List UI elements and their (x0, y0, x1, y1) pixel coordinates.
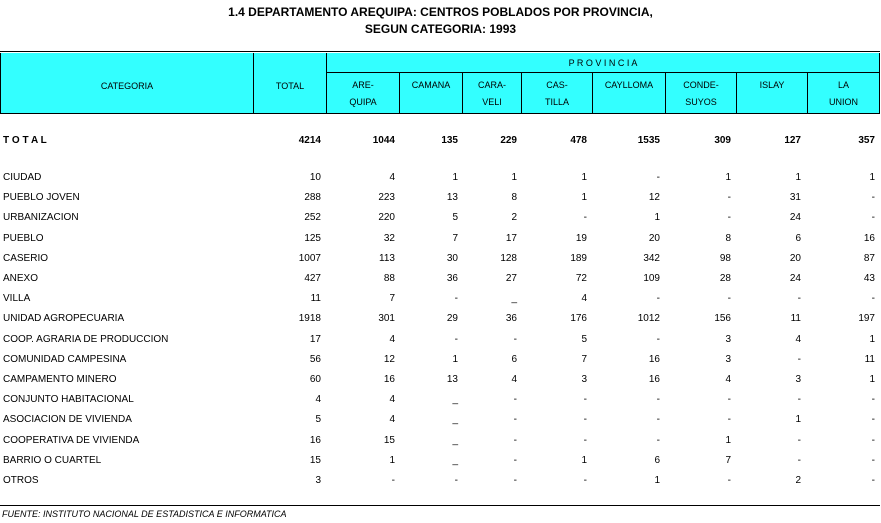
row-value: _ (452, 434, 458, 446)
row-value: 252 (304, 212, 321, 224)
row-value: 3 (581, 374, 587, 385)
total-row-value: 229 (500, 135, 517, 146)
row-value: 1 (654, 475, 660, 486)
row-value: 1007 (298, 252, 321, 264)
row-label: BARRIO O CUARTEL (3, 454, 102, 466)
row-value: 4 (725, 374, 731, 385)
row-value: 1 (725, 172, 731, 183)
row-value: - (656, 414, 660, 426)
row-value: 11 (864, 353, 875, 365)
total-row-label: T O T A L (3, 135, 47, 146)
row-value: 1 (389, 454, 395, 466)
source-footnote: FUENTE: INSTITUTO NACIONAL DE ESTADISTICA E INFORMATICA (2, 509, 287, 519)
row-value: 176 (570, 313, 587, 325)
row-label: CASERIO (3, 252, 49, 264)
row-label: ASOCIACION DE VIVIENDA (3, 414, 132, 426)
row-value: _ (452, 394, 458, 406)
row-value: - (656, 172, 660, 183)
row-value: 4 (389, 172, 395, 183)
row-value: - (391, 475, 395, 486)
row-label: COOPERATIVA DE VIVIENDA (3, 434, 140, 446)
row-value: 72 (575, 273, 587, 284)
total-row-value: 1044 (372, 135, 395, 146)
row-value: 60 (309, 374, 321, 385)
header-province-1: CAMANA (400, 73, 463, 114)
row-value: 7 (725, 454, 731, 466)
row-value: - (727, 475, 731, 486)
row-value: 8 (725, 232, 731, 244)
row-value: 1 (795, 414, 801, 426)
row-value: 301 (378, 313, 395, 325)
row-value: _ (452, 454, 458, 466)
row-value: 197 (858, 313, 875, 325)
row-value: - (727, 293, 731, 305)
row-value: 125 (304, 232, 321, 244)
header-province-2: CARA- VELI (463, 73, 522, 114)
row-value: 13 (446, 192, 458, 204)
row-label: UNIDAD AGROPECUARIA (3, 313, 125, 325)
header-total: TOTAL (254, 53, 327, 114)
row-value: 31 (789, 192, 801, 204)
row-value: - (871, 434, 875, 446)
top-rule (0, 51, 880, 52)
row-value: - (797, 293, 801, 305)
row-label: CIUDAD (3, 172, 42, 183)
row-value: 156 (714, 313, 731, 325)
row-value: - (871, 192, 875, 204)
row-value: 19 (575, 232, 587, 244)
row-value: 189 (570, 252, 587, 264)
row-value: - (797, 434, 801, 446)
row-value: 8 (511, 192, 517, 204)
row-value: _ (452, 414, 458, 426)
row-label: OTROS (3, 475, 39, 486)
row-value: 1 (725, 434, 731, 446)
total-row-value: 127 (784, 135, 801, 146)
header-categoria: CATEGORIA (0, 53, 254, 114)
header-province-5: CONDE- SUYOS (666, 73, 737, 114)
row-value: - (513, 394, 517, 406)
row-value: 5 (452, 212, 458, 224)
row-value: 10 (309, 172, 321, 183)
total-row-value: 478 (570, 135, 587, 146)
row-value: - (727, 414, 731, 426)
row-value: 16 (863, 232, 875, 244)
row-value: 2 (795, 475, 801, 486)
footer-rule (0, 505, 880, 506)
row-value: 43 (863, 273, 875, 284)
row-value: 15 (383, 434, 395, 446)
row-value: 24 (789, 212, 801, 224)
row-value: 3 (725, 333, 731, 345)
row-value: 36 (505, 313, 517, 325)
row-label: URBANIZACION (3, 212, 79, 224)
header-province-4: CAYLLOMA (593, 73, 666, 114)
row-value: 4 (389, 394, 395, 406)
row-label: PUEBLO (3, 232, 44, 244)
row-value: 3 (725, 353, 731, 365)
row-value: 24 (789, 273, 801, 284)
row-value: 109 (643, 273, 660, 284)
row-value: - (727, 212, 731, 224)
row-value: 30 (446, 252, 458, 264)
row-value: 87 (863, 252, 875, 264)
row-value: 223 (378, 192, 395, 204)
table-title-line1: 1.4 DEPARTAMENTO AREQUIPA: CENTROS POBLADOS POR PROVINCIA, (228, 5, 653, 19)
row-value: 4 (315, 394, 321, 406)
row-value: 6 (654, 454, 660, 466)
row-value: - (513, 333, 517, 345)
row-value: - (454, 293, 458, 305)
row-label: COMUNIDAD CAMPESINA (3, 353, 127, 365)
row-value: - (513, 434, 517, 446)
row-value: 1 (869, 172, 875, 183)
row-value: 6 (511, 353, 517, 365)
row-value: 15 (309, 454, 321, 466)
row-value: 1 (581, 454, 587, 466)
row-value: - (871, 414, 875, 426)
row-value: 12 (648, 192, 660, 204)
row-value: - (656, 333, 660, 345)
header-province-0: ARE- QUIPA (327, 73, 400, 114)
row-value: 17 (505, 232, 517, 244)
row-value: 20 (648, 232, 660, 244)
row-label: CONJUNTO HABITACIONAL (3, 394, 134, 406)
row-label: COOP. AGRARIA DE PRODUCCION (3, 333, 169, 345)
row-value: 220 (378, 212, 395, 224)
row-value: 1 (869, 333, 875, 345)
row-value: 1 (511, 172, 517, 183)
row-value: 13 (446, 374, 458, 385)
row-value: 16 (648, 374, 660, 385)
row-value: - (871, 212, 875, 224)
row-value: 7 (389, 293, 395, 305)
row-value: 7 (452, 232, 458, 244)
row-value: - (656, 394, 660, 406)
row-value: 29 (446, 313, 458, 325)
row-value: - (583, 394, 587, 406)
row-value: - (583, 414, 587, 426)
row-value: 3 (315, 475, 321, 486)
row-value: 11 (310, 293, 321, 305)
header-province-3: CAS- TILLA (522, 73, 593, 114)
total-row-value: 357 (858, 135, 875, 146)
row-value: 56 (309, 353, 321, 365)
row-value: 1 (581, 172, 587, 183)
row-value: 427 (304, 273, 321, 284)
row-value: - (871, 454, 875, 466)
row-value: 88 (383, 273, 395, 284)
row-value: 32 (383, 232, 395, 244)
total-row-value: 135 (441, 135, 458, 146)
row-value: 4 (795, 333, 801, 345)
row-value: 17 (309, 333, 321, 345)
row-value: 4 (389, 414, 395, 426)
row-value: - (656, 434, 660, 446)
row-value: - (656, 293, 660, 305)
row-value: - (871, 394, 875, 406)
row-value: - (797, 353, 801, 365)
row-value: 16 (309, 434, 321, 446)
header-provincia: P R O V I N C I A (327, 53, 880, 73)
header-province-7: LA UNION (808, 73, 880, 114)
row-value: 4 (389, 333, 395, 345)
row-value: 2 (511, 212, 517, 224)
row-value: 1 (654, 212, 660, 224)
total-row-value: 309 (714, 135, 731, 146)
row-value: 1 (452, 353, 458, 365)
row-value: - (583, 434, 587, 446)
table-title-line2: SEGUN CATEGORIA: 1993 (364, 22, 517, 36)
row-value: 27 (505, 273, 517, 284)
row-value: - (513, 475, 517, 486)
row-value: - (583, 475, 587, 486)
row-value: - (583, 212, 587, 224)
row-value: 36 (446, 273, 458, 284)
row-label: ANEXO (3, 273, 39, 284)
row-value: 98 (719, 252, 731, 264)
row-value: - (797, 394, 801, 406)
row-label: CAMPAMENTO MINERO (3, 374, 117, 385)
row-value: 1 (795, 172, 801, 183)
row-value: - (454, 333, 458, 345)
row-value: 16 (383, 374, 395, 385)
row-value: 288 (304, 192, 321, 204)
row-value: 4 (581, 293, 587, 305)
row-value: - (871, 293, 875, 305)
row-value: - (871, 475, 875, 486)
row-value: - (797, 454, 801, 466)
row-value: 342 (643, 252, 660, 264)
row-value: - (727, 394, 731, 406)
row-value: 7 (581, 353, 587, 365)
row-value: _ (511, 293, 517, 305)
row-value: 11 (790, 313, 801, 325)
row-value: 3 (795, 374, 801, 385)
row-value: - (454, 475, 458, 486)
row-value: 1012 (637, 313, 660, 325)
row-value: 4 (511, 374, 517, 385)
row-value: 12 (383, 353, 395, 365)
header-province-6: ISLAY (737, 73, 808, 114)
row-value: - (513, 454, 517, 466)
row-value: 5 (315, 414, 321, 426)
row-label: PUEBLO JOVEN (3, 192, 80, 204)
row-value: 113 (379, 252, 395, 264)
row-value: 1 (869, 374, 875, 385)
row-value: 1 (452, 172, 458, 183)
row-value: 128 (500, 252, 517, 264)
row-value: 28 (719, 273, 731, 284)
row-value: 1 (581, 192, 587, 204)
row-value: 5 (581, 333, 587, 345)
row-label: VILLA (3, 293, 31, 305)
row-value: 16 (648, 353, 660, 365)
total-row-value: 1535 (637, 135, 660, 146)
total-row-value: 4214 (298, 135, 321, 146)
row-value: - (727, 192, 731, 204)
row-value: 20 (789, 252, 801, 264)
row-value: 6 (795, 232, 801, 244)
row-value: 1918 (298, 313, 321, 325)
row-value: - (513, 414, 517, 426)
